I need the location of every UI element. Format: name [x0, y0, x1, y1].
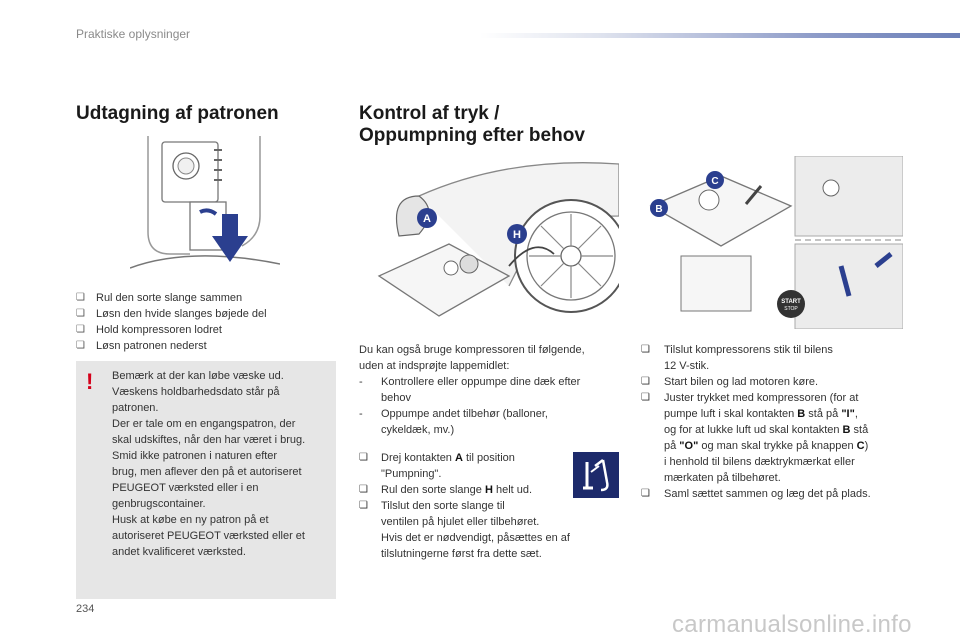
label-h: H — [513, 229, 521, 241]
warning-icon: ! — [86, 369, 94, 394]
step-continuation: ventilen på hjulet eller tilbehøret. — [381, 516, 540, 528]
checkbox-bullet-icon: ❏ — [359, 484, 368, 495]
list-item — [76, 338, 346, 354]
list-item — [76, 290, 346, 306]
warning-box — [76, 361, 336, 599]
step-continuation: Hvis det er nødvendigt, påsættes en af — [381, 532, 570, 544]
step-continuation: mærkaten på tilbehøret. — [664, 472, 781, 484]
step-text: Rul den sorte slange sammen — [96, 292, 243, 304]
list-item: - Kontrollere eller oppumpe dine dæk efter behov — [359, 376, 581, 404]
step-continuation: tilslutningerne først fra dette sæt. — [381, 548, 542, 560]
list-item: ❏ Start bilen og lad motoren køre. — [641, 376, 819, 388]
list-item: ❏ Tilslut den sorte slange til — [359, 500, 505, 512]
step-continuation: og for at lukke luft ud skal kontakten B stå — [664, 424, 869, 436]
watermark: carmanualsonline.info — [672, 611, 912, 638]
list-item — [76, 306, 346, 322]
step-text: Løsn den hvide slanges bøjede del — [96, 308, 267, 320]
step-continuation: pumpe luft i skal kontakten B stå på "I", — [664, 408, 858, 420]
checkbox-bullet-icon: ❏ — [76, 324, 85, 335]
label-c: C — [711, 176, 719, 187]
list-item — [76, 322, 346, 338]
step-continuation: på "O" og man skal trykke på knappen C) — [664, 440, 869, 452]
checkbox-bullet-icon: ❏ — [76, 292, 85, 303]
steps-right — [641, 342, 911, 502]
list-item: ❏ Rul den sorte slange H helt ud. — [359, 484, 533, 496]
step-continuation: "Pumpning". — [381, 468, 442, 480]
header-bar — [480, 33, 960, 38]
title-remove-cartridge: Udtagning af patronen — [76, 103, 279, 124]
list-item: ❏ Juster trykket med kompressoren (for at — [641, 392, 859, 404]
step-text: Løsn patronen nederst — [96, 340, 207, 352]
uses-list — [359, 374, 619, 438]
checkbox-bullet-icon: ❏ — [359, 500, 368, 511]
steps-left — [359, 450, 579, 562]
start-label: START — [781, 299, 801, 305]
step-continuation: 12 V-stik. — [664, 360, 710, 372]
checkbox-bullet-icon: ❏ — [359, 452, 368, 463]
list-item: ❏ Drej kontakten A til position — [359, 452, 515, 464]
step-continuation: i henhold til bilens dæktrykmærkat eller — [664, 456, 855, 468]
checkbox-bullet-icon: ❏ — [76, 340, 85, 351]
remove-steps-list — [76, 290, 346, 354]
tire-pump-icon — [573, 452, 619, 498]
label-b: B — [655, 204, 663, 215]
connection-figure — [641, 156, 903, 329]
cartridge-figure — [130, 136, 280, 276]
checkbox-bullet-icon: ❏ — [641, 488, 650, 499]
page-number: 234 — [76, 603, 95, 615]
stop-label: STOP — [784, 306, 798, 312]
section-header: Praktiske oplysninger — [76, 27, 191, 41]
step-text: Hold kompressoren lodret — [96, 324, 222, 336]
compressor-wheel-figure — [359, 156, 619, 329]
checkbox-bullet-icon: ❏ — [641, 344, 650, 355]
list-item: ❏ Saml sættet sammen og læg det på plads. — [641, 488, 871, 500]
list-item: - Oppumpe andet tilbehør (balloner, cykeldæk, mv.) — [359, 408, 548, 436]
checkbox-bullet-icon: ❏ — [76, 308, 85, 319]
checkbox-bullet-icon: ❏ — [641, 392, 650, 403]
warning-text: Bemærk at der kan løbe væske ud. Væskens holdbarhedsdato står på patronen. Der er tale om en engangspatron, der skal udskiftes, når den har været i brug. Smid ikke patronen i naturen efter brug, men aflever den på et autoriseret PEUGEOT værksted eller i en genbrugscontainer. Husk at købe en ny patron på et autoriseret PEUGEOT værksted eller et andet kvalificeret værksted. — [112, 370, 306, 558]
intro-text: Du kan også bruge kompressoren til følgende, uden at indsprøjte lappemidlet: — [359, 344, 585, 372]
title-check-pressure: Kontrol af tryk / Oppumpning efter behov — [359, 103, 585, 146]
checkbox-bullet-icon: ❏ — [641, 376, 650, 387]
label-a: A — [423, 213, 431, 225]
list-item: ❏ Tilslut kompressorens stik til bilens — [641, 344, 833, 356]
